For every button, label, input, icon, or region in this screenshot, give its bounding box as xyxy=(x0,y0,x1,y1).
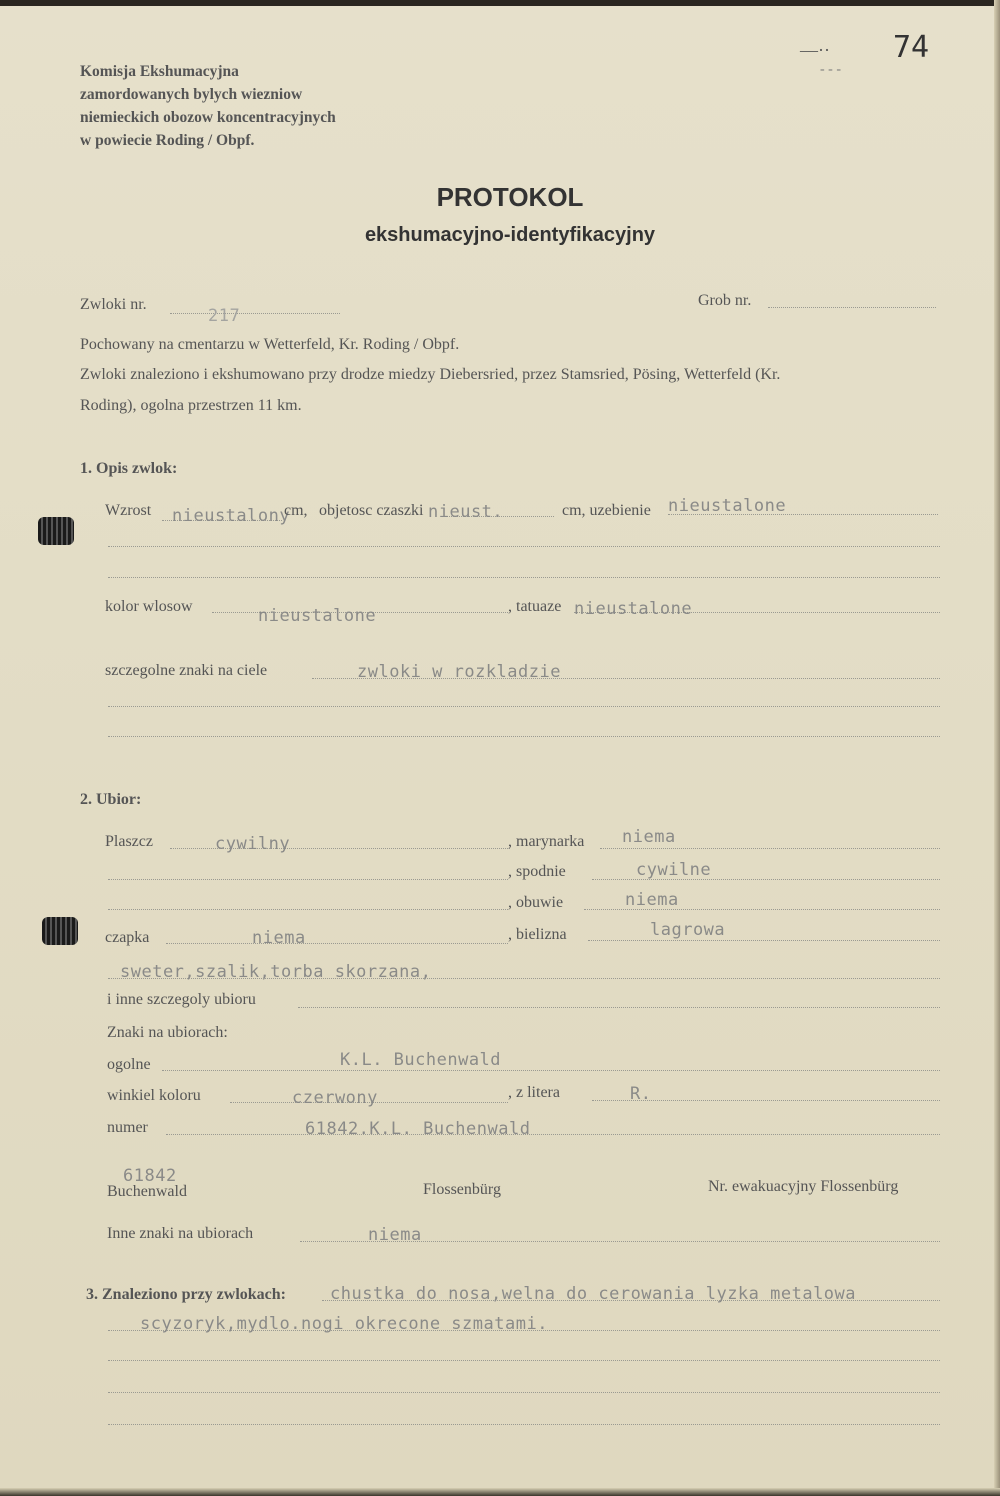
document-title: PROTOKOL xyxy=(436,182,584,212)
ogolne-label: ogolne xyxy=(107,1056,151,1073)
znaleziono-value-line-1: chustka do nosa,welna do cerowania lyzka metalowa xyxy=(330,1284,857,1304)
numer-value: 61842.K.L. Buchenwald xyxy=(305,1119,531,1139)
corner-mark: —·· xyxy=(800,40,830,60)
buchenwald-number: 61842 xyxy=(123,1166,177,1186)
spodnie-value: cywilne xyxy=(636,860,712,880)
czapka-value: niema xyxy=(252,928,306,948)
ubior-blank-line-1 xyxy=(108,879,508,880)
winkiel-label: winkiel koloru xyxy=(107,1087,201,1104)
cm-uzebienie-label: cm, uzebienie xyxy=(562,502,651,519)
znaleziono-dotline-5 xyxy=(108,1424,940,1425)
kolor-wlosow-value: nieustalone xyxy=(258,606,377,626)
page-number: 74 xyxy=(893,30,930,65)
numer-label: numer xyxy=(107,1119,148,1136)
burial-text: Pochowany na cmentarzu w Wetterfeld, Kr. Roding / Obpf. xyxy=(80,336,460,353)
szczegolne-znaki-value: zwloki w rozkladzie xyxy=(357,662,561,682)
kolor-wlosow-label: kolor wlosow xyxy=(105,598,193,615)
opis-blank-line-2 xyxy=(108,577,940,578)
numer-dotline xyxy=(166,1134,940,1135)
section-2-heading: 2. Ubior: xyxy=(80,791,142,808)
opis-blank-line-1 xyxy=(108,546,940,547)
header-line-3: niemieckich obozow koncentracyjnych xyxy=(80,109,336,126)
marynarka-value: niema xyxy=(622,827,676,847)
zwloki-value: 217 xyxy=(208,306,241,326)
cm-label-1: cm, xyxy=(284,502,308,519)
corner-dashes: - - - xyxy=(820,62,841,77)
section-3-heading: 3. Znaleziono przy zwlokach: xyxy=(86,1286,286,1303)
scan-bottom-edge xyxy=(0,1488,1000,1496)
section-1-heading: 1. Opis zwlok: xyxy=(80,460,178,477)
header-line-2: zamordowanych bylych wiezniow xyxy=(80,86,303,103)
znaki-blank-line-1 xyxy=(108,706,940,707)
znaleziono-value-line-2: scyzoryk,mydlo.nogi okrecone szmatami. xyxy=(140,1314,548,1334)
inne-szczegoly-label: i inne szczegoly ubioru xyxy=(107,991,256,1008)
marynarka-dotline xyxy=(600,848,940,849)
grob-dotline xyxy=(768,307,936,308)
inne-znaki-label: Inne znaki na ubiorach xyxy=(107,1225,254,1242)
ogolne-value: K.L. Buchenwald xyxy=(340,1050,502,1070)
wzrost-label: Wzrost xyxy=(105,502,152,519)
winkiel-value: czerwony xyxy=(292,1088,378,1108)
wzrost-value: nieustalony xyxy=(172,506,291,526)
czapka-label: czapka xyxy=(105,929,150,946)
bielizna-dotline xyxy=(588,940,940,941)
inne-szczegoly-dotline-1 xyxy=(108,978,940,979)
scan-top-edge xyxy=(0,0,1000,6)
obuwie-label: , obuwie xyxy=(508,894,564,911)
tatuaze-label: , tatuaze xyxy=(508,598,562,615)
header-line-4: w powiecie Roding / Obpf. xyxy=(80,132,255,149)
found-text-line-1: Zwloki znaleziono i ekshumowano przy drodze miedzy Diebersried, przez Stamsried, Pösing, Wetterfeld (Kr. xyxy=(80,366,781,383)
nr-ewakuacyjny-label: Nr. ewakuacyjny Flossenbürg xyxy=(708,1178,899,1195)
found-text-line-2: Roding), ogolna przestrzen 11 km. xyxy=(80,397,302,414)
objetosc-value: nieust. xyxy=(428,502,504,522)
header-line-1: Komisja Ekshumacyjna xyxy=(80,63,239,80)
staple-hole-top xyxy=(38,517,74,545)
uzebienie-dotline xyxy=(668,514,938,515)
plaszcz-value: cywilny xyxy=(215,834,291,854)
grob-label: Grob nr. xyxy=(698,292,752,309)
bielizna-label: , bielizna xyxy=(508,926,567,943)
inne-szczegoly-dotline-2 xyxy=(298,1007,940,1008)
ubior-blank-line-2 xyxy=(108,909,508,910)
inne-znaki-value: niema xyxy=(368,1225,422,1245)
inne-szczegoly-value: sweter,szalik,torba skorzana, xyxy=(120,962,432,982)
plaszcz-label: Plaszcz xyxy=(105,833,153,850)
staple-hole-bottom xyxy=(42,917,78,945)
document-subtitle: ekshumacyjno-identyfikacyjny xyxy=(364,224,656,246)
znaleziono-dotline-4 xyxy=(108,1392,940,1393)
obuwie-value: niema xyxy=(625,890,679,910)
znaki-blank-line-2 xyxy=(108,736,940,737)
szczegolne-znaki-label: szczegolne znaki na ciele xyxy=(105,662,268,679)
tatuaze-value: nieustalone xyxy=(574,599,693,619)
marynarka-label: , marynarka xyxy=(508,833,585,850)
ogolne-dotline xyxy=(162,1070,940,1071)
bielizna-value: lagrowa xyxy=(650,920,726,940)
znaleziono-dotline-3 xyxy=(108,1360,940,1361)
spodnie-label: , spodnie xyxy=(508,863,566,880)
flossenburg-label: Flossenbürg xyxy=(423,1181,501,1198)
zwloki-dotline xyxy=(170,313,340,314)
znaki-na-ubiorach-heading: Znaki na ubiorach: xyxy=(107,1024,228,1041)
objetosc-label: objetosc czaszki xyxy=(319,502,424,519)
z-litera-value: R. xyxy=(630,1084,652,1104)
z-litera-label: , z litera xyxy=(508,1084,560,1101)
czapka-dotline xyxy=(166,943,508,944)
uzebienie-value: nieustalone xyxy=(668,496,787,516)
buchenwald-label: Buchenwald xyxy=(107,1183,187,1200)
zwloki-label: Zwloki nr. xyxy=(80,296,147,313)
